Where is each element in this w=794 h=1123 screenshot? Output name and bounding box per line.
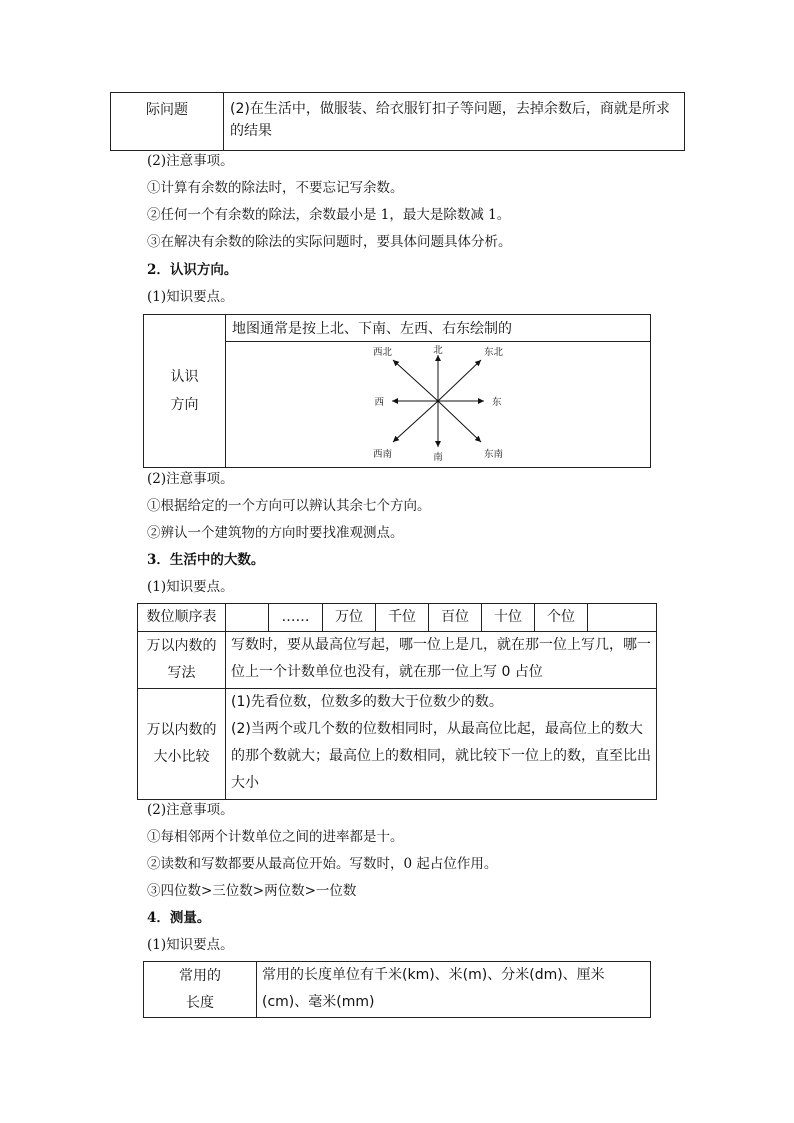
place-value-cell-qian: 千位 [376,604,429,631]
directions-compass-cell [226,342,651,468]
writing-label-cell [138,632,226,689]
compass-diagram [226,343,650,467]
directions-left-line2: 方向 [170,397,199,413]
measurement-left-cell [144,962,257,1018]
directions-left-cell [144,315,226,468]
measurement-left-line1: 常用的 [179,967,221,984]
section2-heading: 2．认识方向。 [147,262,238,278]
place-value-cell-0 [226,604,269,631]
place-value-cell-ge: 个位 [535,604,588,631]
table1-right-cell [224,93,685,151]
section3-note-3: ③四位数>三位数>两位数>一位数 [147,883,357,899]
section1-note-2: ②任何一个有余数的除法，余数最小是 1，最大是除数减 1。 [147,207,511,223]
place-value-row-cell [226,604,657,632]
table1-left-cell [111,93,224,151]
section3-notes-title: (2)注意事项。 [147,802,234,818]
place-value-label: 数位顺序表 [146,609,217,625]
section2-notes-title: (2)注意事项。 [147,471,234,487]
section3-note-2: ②读数和写数都要从最高位开始。写数时，0 起占位作用。 [147,856,498,872]
directions-top-text: 地图通常是按上北、下南、左西、右东绘制的 [232,321,512,338]
section2-note-2: ②辨认一个建筑物的方向时要找准观测点。 [147,525,404,541]
section2-points-title: (1)知识要点。 [147,289,234,305]
comparing-text-2: (2)当两个或几个数的位数相同时，从最高位比起，最高位上的数大的那个数就大；最高位上的数相同，就比较下一位上的数，直至比出大小 [231,721,651,791]
section2-note-1: ①根据给定的一个方向可以辨认其余七个方向。 [147,498,431,514]
label-southeast: 东南 [484,448,504,460]
label-west: 西 [374,396,384,408]
writing-label-line2: 写法 [167,665,196,681]
comparing-label-cell [138,689,226,800]
label-southwest: 西南 [372,448,392,460]
writing-text-cell [226,632,657,689]
section3-points-title: (1)知识要点。 [147,579,234,595]
table-large-numbers [137,603,657,800]
arrow-northwest [393,360,438,401]
place-value-cell-end [588,604,657,631]
place-value-inner [226,604,656,631]
place-value-cell-bai: 百位 [429,604,482,631]
table-directions [143,314,651,468]
section4-points-title: (1)知识要点。 [147,937,234,953]
measurement-left-line2: 长度 [186,994,214,1011]
label-north: 北 [433,344,443,356]
arrow-southeast [438,401,481,442]
place-value-cell-wan: 万位 [323,604,376,631]
place-value-cell-shi: 十位 [482,604,535,631]
label-south: 南 [433,451,443,463]
section1-note-3: ③在解决有余数的除法的实际问题时，要具体问题具体分析。 [147,234,512,250]
arrow-northeast [438,360,481,401]
section3-note-1: ①每相邻两个计数单位之间的进率都是十。 [147,829,404,845]
section3-heading: 3．生活中的大数。 [147,552,265,568]
place-value-label-cell [138,604,226,632]
table1-right-text: (2)在生活中，做服装、给衣服钉扣子等问题，去掉余数后，商就是所求的结果 [230,101,670,139]
label-east: 东 [492,396,502,408]
comparing-text-cell [226,689,657,800]
measurement-right-text: 常用的长度单位有千米(km)、米(m)、分米(dm)、厘米(cm)、毫米(mm) [262,967,605,1010]
directions-top-cell [226,315,651,342]
table-measurement [143,961,651,1018]
section1-notes-title: (2)注意事项。 [147,153,234,169]
measurement-right-cell [257,962,651,1018]
section4-heading: 4．测量。 [147,910,211,926]
comparing-label-line2: 大小比较 [153,749,210,765]
table-division-applications [110,92,685,151]
label-northeast: 东北 [484,346,504,358]
arrow-southwest [393,401,438,442]
writing-label-line1: 万以内数的 [146,638,217,654]
directions-left-line1: 认识 [170,369,199,385]
label-northwest: 西北 [372,346,392,358]
table1-left-label: 际问题 [146,102,188,118]
comparing-text-1: (1)先看位数，位数多的数大于位数少的数。 [231,694,503,710]
place-value-cell-ellipsis: …… [269,604,323,631]
writing-text: 写数时，要从最高位写起，哪一位上是几，就在那一位上写几，哪一位上一个计数单位也没有，就在那一位上写 0 占位 [231,637,651,680]
comparing-label-line1: 万以内数的 [146,722,217,738]
section1-note-1: ①计算有余数的除法时，不要忘记写余数。 [147,180,404,196]
